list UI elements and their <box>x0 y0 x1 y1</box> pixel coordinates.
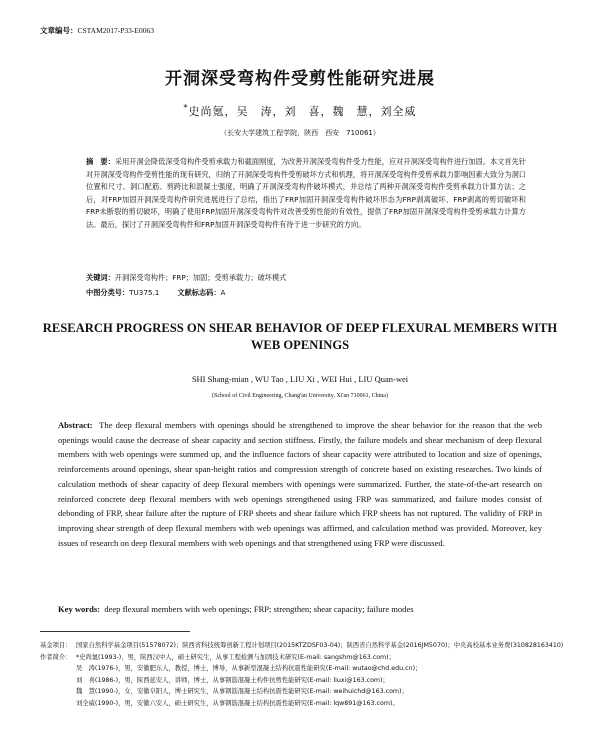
author-bio: 吴 涛(1976-)，男，安徽肥东人，教授，博士，博导，从事新型混凝土结构抗震性能研究(E-mail: wutao@chd.edu.cn)； <box>76 665 422 672</box>
english-authors: SHI Shang-mian , WU Tao , LIU Xi , WEI Hui , LIU Quan-wei <box>191 374 409 384</box>
chinese-abstract-label: 摘 要： <box>86 157 115 166</box>
footnote-divider <box>40 631 190 632</box>
english-title: RESEARCH PROGRESS ON SHEAR BEHAVIOR OF DEEP FLEXURAL MEMBERS WITH WEB OPENINGS <box>42 321 558 352</box>
chinese-abstract: 摘 要：采用开洞会降低深受弯构件受剪承载力和截面刚度，为改善开洞深受弯构件受力性能，应对开洞深受弯构件进行加固。本文首先针对开洞深受弯构件受剪性能的现有研究，归纳了开洞深受弯构件受剪破坏方式和机理，将开洞深受弯构件受剪承载力影响因素大致分为洞口位置和尺寸、洞口配筋、剪跨比和混凝土强度，明确了开洞深受弯构件破坏模式，并总结了两种开洞深受弯构件受剪承载力计算方法；之后，对FRP加固开洞深受弯构件研究进展进行了总结，指出了FRP加固开洞深受弯构件破坏形态为FRP剥离破坏、FRP剥离的剪切破坏和FRP未断裂的剪切破坏，明确了使用FRP加固开洞深受弯构件对改善受剪性能的有效性，提供了FRP加固开洞深受弯构件受剪承载力计算方法。最后，探讨了开洞深受弯构件和FRP加固开洞深受弯构件有待于进一步研究的方向。 <box>86 157 526 229</box>
chinese-affiliation: （长安大学建筑工程学院，陕西 西安 710061） <box>220 129 380 137</box>
corresponding-author-mark: * <box>183 103 189 113</box>
english-abstract-label: Abstract: <box>58 420 93 430</box>
author-bio: 刘 喜(1986-)，男，陕西延安人，讲师，博士，从事钢筋混凝土构件抗剪性能研究(E-mail: liuxi@163.com)； <box>76 676 389 684</box>
author-bio: 刘全威(1990-)，男，安徽六安人，硕士研究生，从事钢筋混凝土结构抗震性能研究(E-mail: lqw891@163.com)。 <box>76 699 399 707</box>
chinese-title: 开洞深受弯构件受剪性能研究进展 <box>165 69 435 89</box>
author-bio: 魏 慧(1990-)，女，安徽阜阳人，博士研究生，从事钢筋混凝土结构抗震性能研究(E-mail: weihuichd@163.com)； <box>76 688 408 695</box>
english-affiliation: (School of Civil Engineering, Chang'an University, Xi'an 710061, China) <box>212 393 388 399</box>
article-number: 文章编号：CSTAM2017-P33-E0063 <box>40 26 154 35</box>
classification-info: 中图分类号：TU375.1 文献标志码：A <box>86 288 226 297</box>
english-abstract: Abstract: The deep flexural members with openings should be strengthened to improve the shear behavior for the reason that the web openings would cause the decrease of shear capacity and section stiffness. Firstly, the failure models and shear mechanism of deep flexural members with web openings were summed up, and the influence factors of shear capacity were attributed to location and size of openings, reinforcements around openings, shear span-height ratios and compression strength of concrete based on existing researches. Two kinds of calculation methods of shear capacity of deep flexural members with openings were summarized. Further, the state-of-the-art research on reinforced concrete deep flexural members with web openings strengthened using FRP was summarized, and failure modes consist of debonding of FRP, shear failure after the rupture of FRP sheets and shear failure which FRP sheets has not ruptured. The validity of FRP in improving shear strength of deep flexural members with web openings was affirmed, and calculation method was provided. Moreover, key issues of research on deep flexural members with web openings and that strengthened using FRP were discussed. <box>58 420 542 548</box>
english-keywords: Key words: deep flexural members with web openings; FRP; strengthen; shear capacity; failure modes <box>58 604 414 614</box>
chinese-keywords: 关键词：开洞深受弯构件；FRP；加固；受剪承载力；破坏模式 <box>86 273 287 282</box>
author-bio: 作者简介： *史尚氪(1993-)，男，陕西汉中人，硕士研究生，从事工程检测与加固技术研究(E-mail: sangshm@163.com)； <box>40 653 395 661</box>
footnotes <box>40 640 564 709</box>
fund-note: 基金项目： 国家自然科学基金项目(51578072)；陕西省科技统筹创新工程计划项目(2015KTZDSF03-04)；陕西省自然科学基金(2016JM5070)；中央高校基本业务费(310828163410) <box>40 642 564 649</box>
chinese-authors: *史尚氪，吴 涛，刘 喜，魏 慧，刘全威 <box>183 103 417 118</box>
